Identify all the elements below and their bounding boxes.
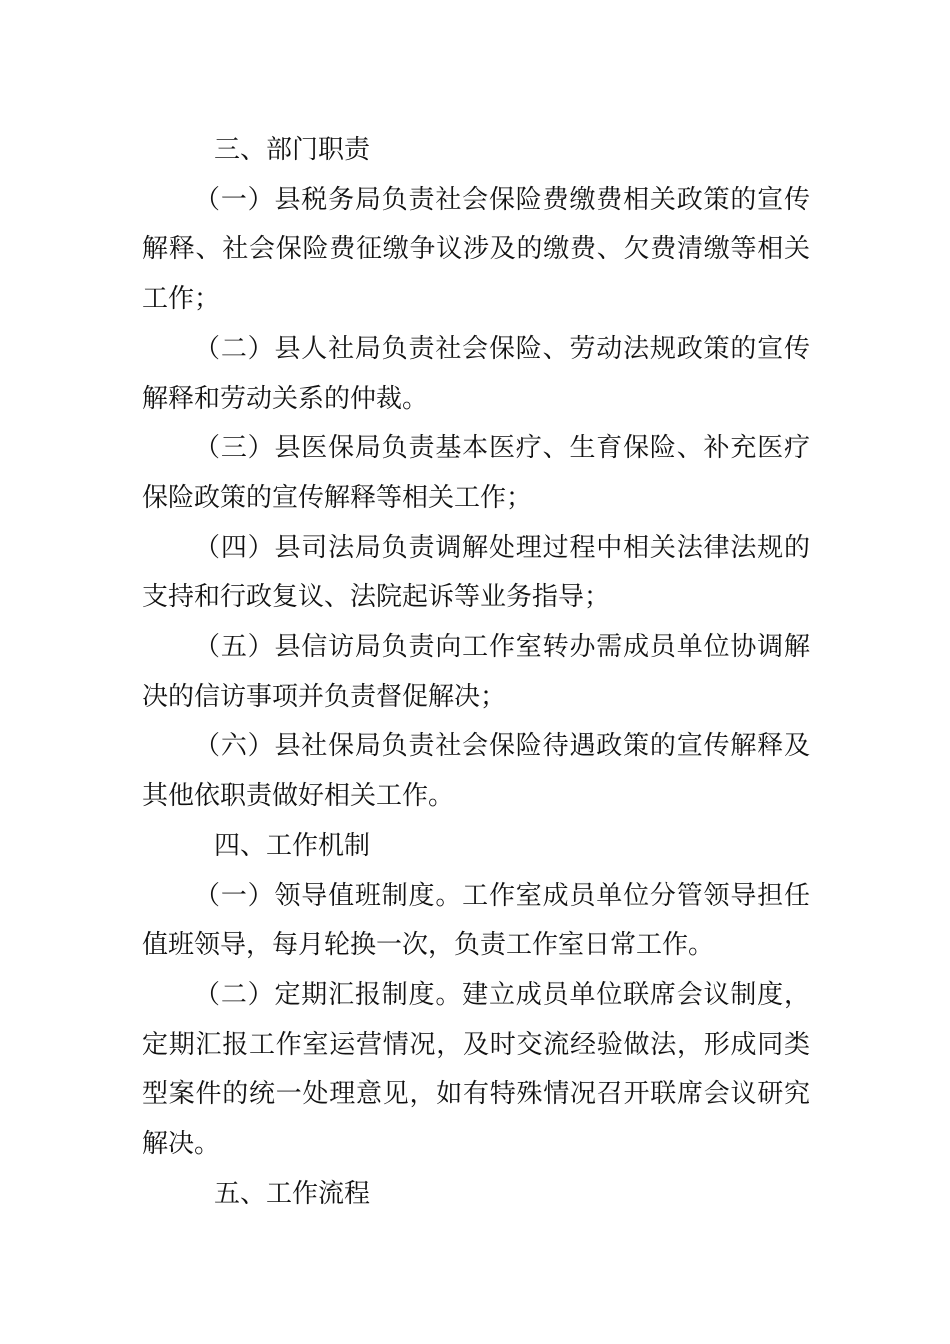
paragraph-medical-insurance-bureau: （三）县医保局负责基本医疗、生育保险、补充医疗保险政策的宣传解释等相关工作； [142, 433, 810, 513]
paragraph-duty-system: （一）领导值班制度。工作室成员单位分管领导担任值班领导，每月轮换一次，负责工作室日常工作。 [142, 880, 810, 961]
paragraph-justice-bureau: （四）县司法局负责调解处理过程中相关法律法规的支持和行政复议、法院起诉等业务指导； [142, 532, 810, 613]
paragraph-social-security-bureau: （六）县社保局负责社会保险待遇政策的宣传解释及其他依职责做好相关工作。 [142, 731, 810, 812]
section-heading-5: 五、工作流程 [214, 1178, 371, 1209]
paragraph-petition-bureau: （五）县信访局负责向工作室转办需成员单位协调解决的信访事项并负责督促解决； [142, 632, 810, 712]
document-body [142, 126, 810, 1219]
paragraph-reporting-system: （二）定期汇报制度。建立成员单位联席会议制度，定期汇报工作室运营情况，及时交流经验做法，形成同类型案件的统一处理意见，如有特殊情况召开联席会议研究解决。 [142, 979, 810, 1160]
paragraph-tax-bureau: （一）县税务局负责社会保险费缴费相关政策的宣传解释、社会保险费征缴争议涉及的缴费、欠费清缴等相关工作； [142, 184, 810, 315]
paragraph-hr-bureau: （二）县人社局负责社会保险、劳动法规政策的宣传解释和劳动关系的仲裁。 [142, 333, 810, 414]
section-heading-4: 四、工作机制 [214, 830, 371, 861]
section-heading-3: 三、部门职责 [214, 135, 371, 165]
